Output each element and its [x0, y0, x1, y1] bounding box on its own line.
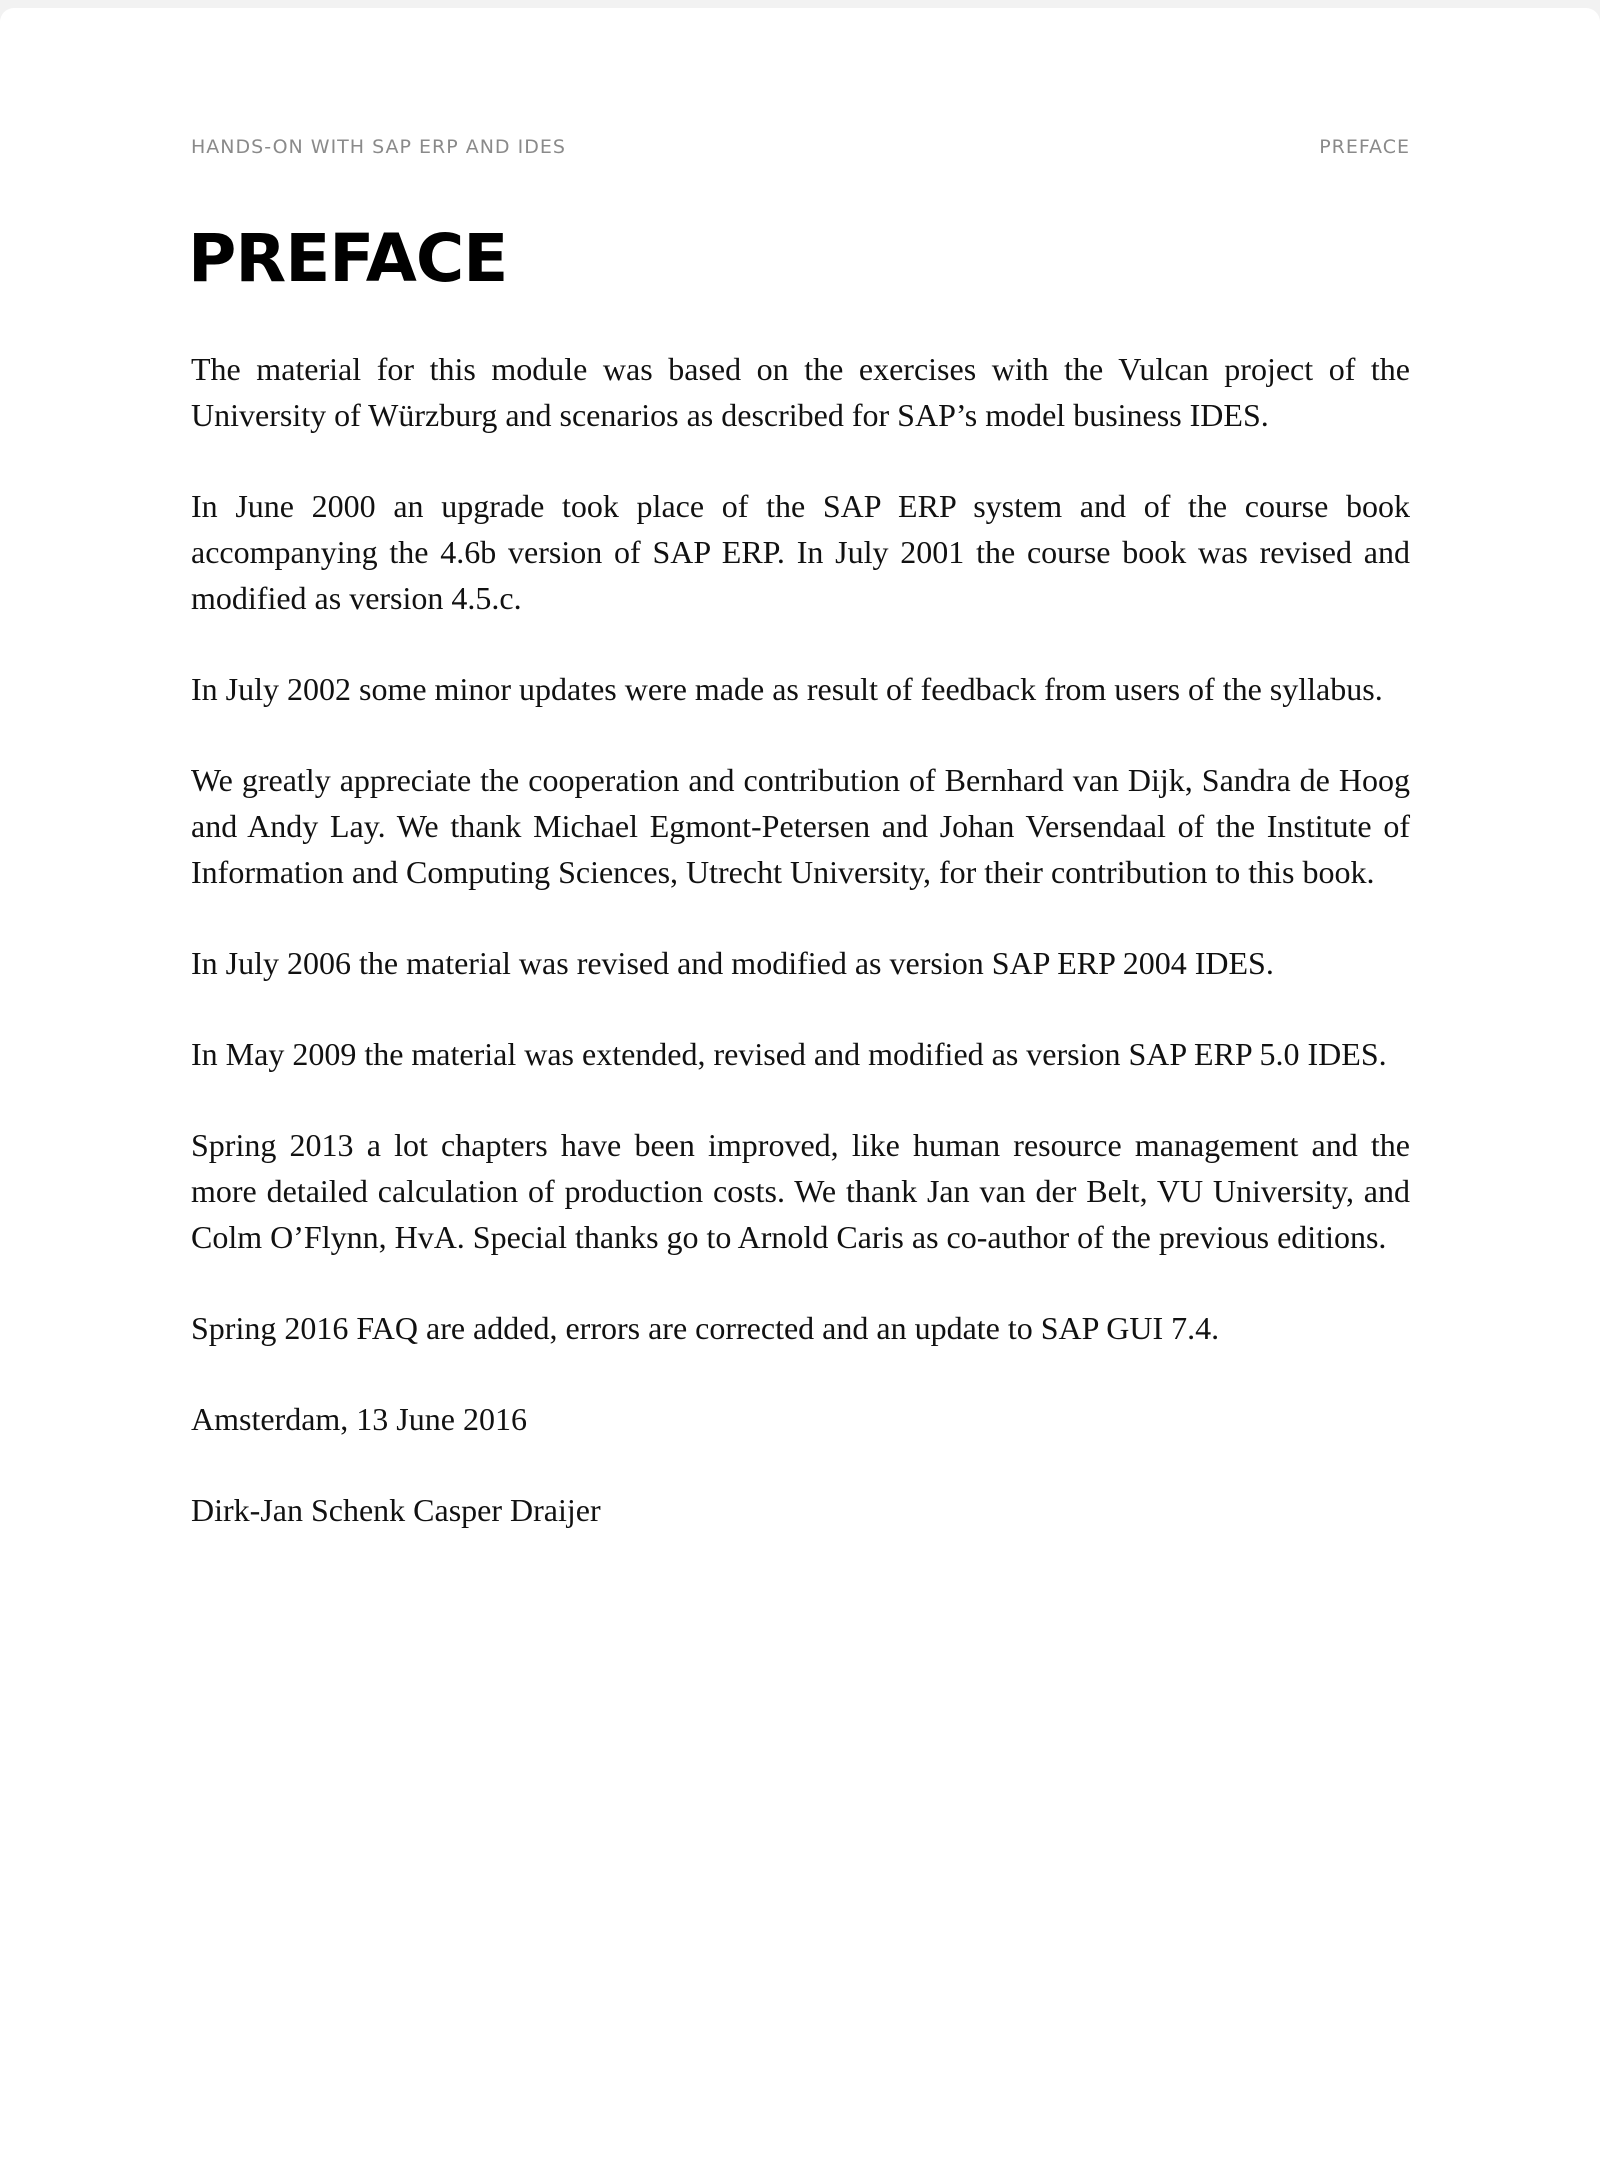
running-header-section: PREFACE — [1319, 136, 1410, 158]
paragraph-revision-2009: In May 2009 the material was extended, revised and modified as version SAP ERP 5.0 IDES. — [191, 1036, 1387, 1072]
paragraph-upgrade-2000: In June 2000 an upgrade took place of the SAP ERP system and of the course book accompanying the 4.6b version of SAP ERP. In July 2001 the course book was revised and modified as version 4.5.c. — [191, 488, 1410, 616]
paragraph-updates-2002: In July 2002 some minor updates were made as result of feedback from users of the syllabus. — [191, 671, 1383, 707]
running-header — [191, 135, 1410, 159]
paragraph-revision-2016: Spring 2016 FAQ are added, errors are corrected and an update to SAP GUI 7.4. — [191, 1310, 1220, 1346]
paragraph-revision-2006: In July 2006 the material was revised and modified as version SAP ERP 2004 IDES. — [191, 945, 1274, 981]
page-title: PREFACE — [188, 220, 508, 297]
document-page — [0, 8, 1600, 2162]
paragraph-origin: The material for this module was based on the exercises with the Vulcan project of the University of Würzburg and scenarios as described for SAP’s model business IDES. — [191, 351, 1410, 433]
paragraph-acknowledgements: We greatly appreciate the cooperation and contribution of Bernhard van Dijk, Sandra de Hoog and Andy Lay. We thank Michael Egmont-Petersen and Johan Versendaal of the Institute of Information and Computing Sciences, Utrecht University, for their contribution to this book. — [191, 762, 1410, 890]
preface-body — [191, 346, 1410, 1578]
place-and-date: Amsterdam, 13 June 2016 — [191, 1401, 527, 1437]
paragraph-revision-2013: Spring 2013 a lot chapters have been improved, like human resource management and the more detailed calculation of production costs. We thank Jan van der Belt, VU University, and Colm O’Flynn, HvA. Special thanks go to Arnold Caris as co-author of the previous editions. — [191, 1127, 1410, 1255]
authors-signature: Dirk-Jan Schenk Casper Draijer — [191, 1492, 601, 1528]
running-header-book-title: HANDS-ON WITH SAP ERP AND IDES — [191, 136, 566, 158]
